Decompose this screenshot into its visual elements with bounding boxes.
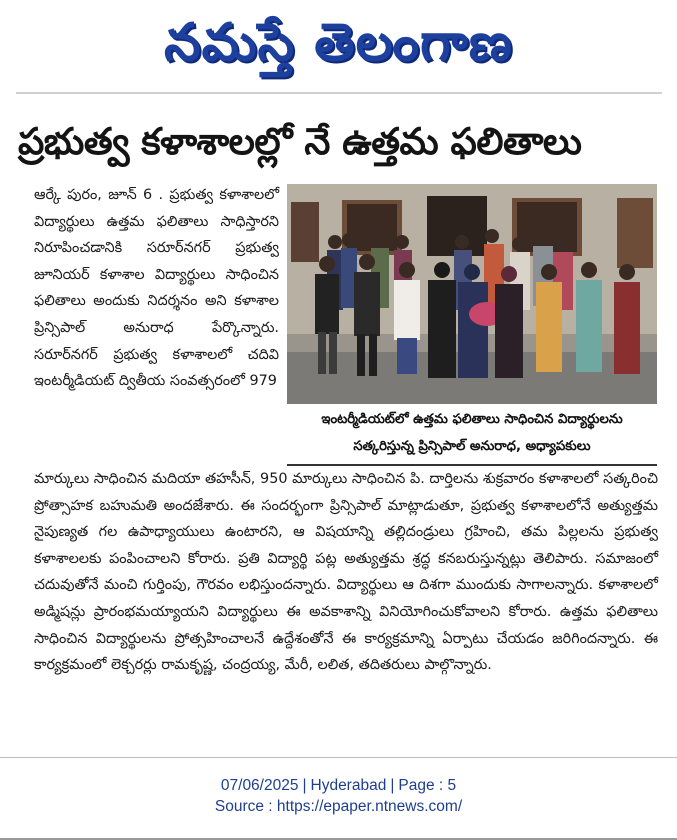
photo-caption [287,406,657,466]
article-photo [287,184,657,404]
footer-edition: Hyderabad [310,777,387,794]
photo-caption-line-1: ఇంటర్మీడియట్‌లో ఉత్తమ ఫలితాలు సాధించిన విద్యార్థులను [321,412,623,427]
footer-date: 07/06/2025 [220,777,299,794]
article-paragraph-wide: మార్కులు సాధించిన మదియా తహసీన్, 950 మార్కులు సాధించిన పి. దార్తిలను శుక్రవారం కళాశాలలో సత్కరించి ప్రోత్సాహక బహుమతి అందజేశారు. ఈ సందర్భంగా ప్రిన్సిపాల్ మాట్లాడుతూ, ప్రభుత్వ కళాశాలలోనే అత్యుత్తమ నైపుణ్యత గల ఉపాధ్యాయులు ఉంటారని, ఆ విషయాన్ని తల్లిదండ్రులు గ్రహించి, తమ పిల్లలను ప్రభుత్వ కళాశాలలకు పంపించాలని కోరారు. ప్రతి విద్యార్థి పట్ల అత్యుత్తమ శ్రద్ధ కనబరుస్తున్నట్లు తెలిపారు. సమాజంలో చదువుతోనే మంచి గుర్తింపు, గౌరవం లభిస్తుందన్నారు. విద్యార్థులు ఆ దిశగా ముందుకు సాగాలన్నారు. కళాశాలలో అడ్మిషన్లు ప్రారంభమయ్యాయని విద్యార్థులు ఈ అవకాశాన్ని వినియోగించుకోవాలని కోరారు. ఉత్తమ ఫలితాలు సాధించిన విద్యార్థులను ప్రోత్సహించాలనే ఉద్దేశంతోనే ఈ కార్యక్రమాన్ని ఏర్పాటు చేయడం జరిగిందన్నారు. ఈ కార్యక్రమంలో లెక్చరర్లు రామకృష్ణ, చంద్రయ్య, మేరీ, లలిత, తదితరులు పాల్గొన్నారు. [34,471,658,674]
separator: | [302,777,307,794]
footer-page: Page : 5 [398,777,457,794]
footer-meta-line [0,775,677,796]
footer-divider [0,757,677,758]
group-photo-illustration [287,184,657,404]
masthead [0,0,677,88]
article-body-column [34,182,279,395]
article-paragraph-column: ఆర్కే పురం, జూన్ 6 . ప్రభుత్వ కళాశాలలో విద్యార్థులు ఉత్తమ ఫలితాలు సాధిస్తారని నిరూపించడానికి సరూర్‌నగర్ ప్రభుత్వ జూనియర్ కళాశాల విద్యార్థులు సాధించిన ఫలితాలు అందుకు నిదర్శనం అని కళాశాల ప్రిన్సిపాల్ అనురాధ పేర్కొన్నారు. సరూర్‌నగర్ ప్రభుత్వ కళాశాలలో చదివి ఇంటర్మీడియట్ ద్వితీయ సంవత్సరంలో 979 [34,187,279,390]
article-body-wide [34,466,658,679]
masthead-divider [16,92,662,94]
photo-caption-line-2: సత్కరిస్తున్న ప్రిన్సిపాల్ అనురాధ, అధ్యాపకులు [353,439,591,454]
newspaper-logo: నమస్తే తెలంగాణ [164,12,513,73]
footer-source[interactable]: Source : https://epaper.ntnews.com/ [214,798,463,815]
article-headline: ప్రభుత్వ కళాశాలల్లో నే ఉత్తమ ఫలితాలు [18,120,582,163]
separator: | [390,777,395,794]
footer [0,775,677,817]
